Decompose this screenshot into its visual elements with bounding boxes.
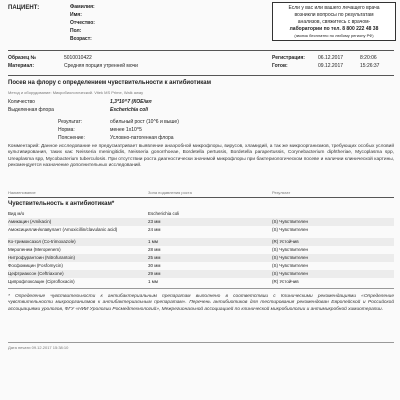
divider: [8, 342, 394, 343]
table-row: [8, 210, 394, 218]
zone-value: 30 мм: [148, 262, 161, 268]
antibiotic-name: Вид м/о: [8, 210, 25, 216]
divider: [8, 197, 394, 198]
table-row: [8, 246, 394, 254]
table-row: [8, 238, 394, 246]
notice-line-3: анализов, свяжитесь с врачом-: [297, 19, 371, 25]
sensitivity-status: (S) Чувствителен: [272, 218, 309, 224]
registration-time: 8:20:06: [360, 55, 377, 61]
column-header-name: Наименование: [8, 190, 36, 195]
quantity-label: Количество: [8, 99, 35, 105]
divider: [8, 288, 394, 289]
table-row: [8, 270, 394, 278]
zone-value: 29 мм: [148, 270, 161, 276]
table-row: [8, 278, 394, 286]
sensitivity-status: (S) Чувствителен: [272, 246, 309, 252]
patient-field-age: Возраст:: [70, 36, 92, 42]
table-row: [8, 262, 394, 270]
antibiotic-name: Фосфомицин (Fosfomycin): [8, 262, 63, 268]
comment-text: Комментарий: Данное исследование не предусматривает выявление анаэробной микрофлоры, вирусов, хламидий, а так же микроорганизмов, требующих особых условий культивирования, таких как: Neisseria meningitidis, Neisseria gonorrhoeae, Bordetella pertussis, Bordetella parapertussis, Corynebacterium diphtheriae, Mycoplasma spp, Ureaplasma spp, Mycobacterium tuberculosis. При отсутствии роста диагностически значимой микрофлоры при бактериологическом посеве и наличии клинической картины, рекомендуется назначение дополнительных исследований.: [8, 144, 394, 169]
divider: [8, 75, 394, 76]
ready-label: Готов:: [272, 63, 288, 69]
zone-value: 25 мм: [148, 254, 161, 260]
registration-label: Регистрация:: [272, 55, 305, 61]
zone-value: 23 мм: [148, 218, 161, 224]
patient-label: ПАЦИЕНТ:: [8, 5, 40, 11]
table-row: [8, 254, 394, 262]
antibiotic-name: Амикацин (Amikacin): [8, 218, 52, 224]
norm-label: Норма:: [58, 127, 75, 133]
zone-value: 28 мм: [148, 246, 161, 252]
table-row: [8, 226, 394, 238]
quantity-value: 1,3*10^7 (КОЕ/мл: [110, 99, 152, 105]
sample-value: 5010010422: [64, 55, 92, 61]
result-label: Результат:: [58, 119, 83, 125]
ready-date: 09.12.2017: [318, 63, 344, 69]
notice-line-1: Если у вас или вашего лечащего врача: [288, 5, 380, 11]
zone-value: 1 мм: [148, 278, 158, 284]
doctor-contact-notice: [272, 2, 396, 41]
sensitivity-status: (S) Чувствителен: [272, 262, 309, 268]
print-date: Дата печати 09.12.2017 15:38:10: [8, 345, 69, 350]
culture-method: Метод и оборудование: Микробиологический. Vitek MS Prime, Walk away: [8, 90, 144, 95]
divider: [8, 50, 394, 51]
patient-field-sex: Пол:: [70, 28, 82, 34]
flora-value: Escherichia coli: [110, 107, 149, 113]
antibiotic-name: Нитрофурантоин (Nitrofurantoin): [8, 254, 75, 260]
result-value: обильный рост (10^6 и выше): [110, 119, 179, 125]
column-header-zone: Зона подавления роста: [148, 190, 192, 195]
patient-field-patronymic: Отчество:: [70, 20, 95, 26]
antibiotic-name: Ко-тримоксазол (Co-trimoxazole): [8, 238, 76, 244]
antibiotic-name: Ципрофлоксацин (Ciprofloxacin): [8, 278, 75, 284]
notice-phone: лаборатории по тел. 8 800 222 48 38: [289, 26, 379, 32]
zone-value: 24 мм: [148, 226, 161, 232]
sensitivity-status: (R) Устойчив: [272, 278, 299, 284]
footnote-text: * Определение чувствительности к антибактериальным препаратам выполнено в соответствии с Клиническими рекомендациями «Определение чувствительности микроорганизмов к антибактериальным препаратам». Перечень антибиотиков для тестирования рекомендован Европейской и Российской ассоциациями урологов, ФГУ «НИИ Урологии Росмедтехнологий», Межрегиональной ассоциацией по клинической микробиологии и антимикробной химиотерапии.: [8, 294, 394, 312]
patient-field-name: Имя:: [70, 12, 82, 18]
culture-title: Посев на флору с определением чувствительности к антибиотикам: [8, 80, 212, 86]
sensitivity-status: (S) Чувствителен: [272, 226, 309, 232]
column-header-result: Результат: [272, 190, 291, 195]
sensitivity-status: (S) Чувствителен: [272, 254, 309, 260]
sensitivity-status: (S) Чувствителен: [272, 270, 309, 276]
ready-time: 15:26:37: [360, 63, 380, 69]
material-value: Средняя порция утренней мочи: [64, 63, 138, 69]
registration-date: 06.12.2017: [318, 55, 344, 61]
flora-label: Выделенная флора: [8, 107, 54, 113]
zone-value: 1 мм: [148, 238, 158, 244]
antibiotic-name: Меропенем (Meropenem): [8, 246, 61, 252]
zone-value: Escherichia coli: [148, 210, 180, 216]
sensitivity-status: (R) Устойчив: [272, 238, 299, 244]
notice-line-5: (звонок бесплатно по любому региону РФ): [294, 33, 374, 38]
patient-field-surname: Фамилия:: [70, 4, 95, 10]
explanation-label: Пояснение:: [58, 135, 85, 141]
antibiotic-name: Цефтриаксон (Ceftriaxone): [8, 270, 64, 276]
explanation-value: Условно-патогенная флора: [110, 135, 174, 141]
norm-value: менее 1x10^5: [110, 127, 142, 133]
notice-line-2: возникли вопросы по результатам: [294, 12, 374, 18]
material-label: Материал:: [8, 63, 34, 69]
sensitivity-title: Чувствительность к антибиотикам*: [8, 201, 115, 207]
table-row: [8, 218, 394, 226]
sample-label: Образец №: [8, 55, 37, 61]
antibiotic-name: Амоксициллин/клавулант (Amoxicillin/clavulanic acid): [8, 226, 118, 232]
